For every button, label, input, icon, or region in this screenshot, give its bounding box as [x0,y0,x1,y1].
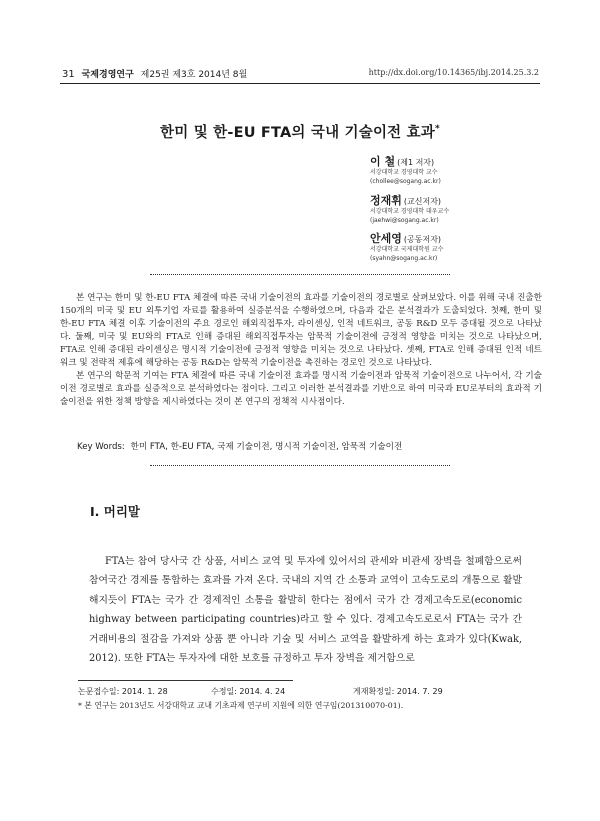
author-affiliation: 서강대학교 국제대학원 교수 [370,246,444,253]
running-header [62,67,247,80]
footnote-dates [78,686,443,697]
page-number: 31 [62,69,75,80]
author-role: (공동저자) [403,235,442,244]
header-rule [60,83,540,84]
doi-link[interactable]: http://dx.doi.org/10.14365/ibj.2014.25.3.2 [368,68,539,77]
accepted-date: 게재확정일: 2014. 7. 29 [353,687,443,696]
author-1 [370,156,441,185]
paper-title-text: 한미 및 한-EU FTA의 국내 기술이전 효과 [160,125,436,141]
author-name: 이 철 [370,155,396,168]
abstract-divider-bottom [150,465,450,466]
author-2 [370,195,449,224]
author-role: (교신저자) [403,197,442,206]
author-email[interactable]: (jaehwi@sogang.ac.kr) [370,217,439,224]
funding-footnote: * 본 연구는 2013년도 서강대학교 교내 기초과제 연구비 지원에 의한 연구임(201310070-01). [78,701,404,710]
author-affiliation: 서강대학교 경영대학 교수 [370,169,438,176]
section-heading: Ⅰ. 머리말 [90,504,140,519]
abstract-paragraph: 본 연구의 학문적 기여는 FTA 체결에 따른 국내 기술이전 효과를 명시적 기술이전과 암묵적 기술이전으로 나누어서, 각 기술이전 경로별로 효과를 실증적으로 분석하였다는 점이다. 그리고 이러한 분석결과를 기반으로 하여 미국과 EU로부터의 효과적 기술이전을 위한 정책 방향을 제시하였다는 것이 본 연구의 정책적 시사점이다. [60,371,542,407]
author-3 [370,233,443,262]
author-email[interactable]: (syahn@sogang.ac.kr) [370,255,438,262]
title-footnote-mark: * [435,124,440,135]
keywords-list: 한미 FTA, 한-EU FTA, 국제 기술이전, 명시적 기술이전, 암묵적 기술이전 [130,442,403,452]
keywords-label: Key Words: [77,442,125,452]
body-text [89,552,522,668]
abstract-divider-top [150,274,450,275]
abstract-paragraph: 본 연구는 한미 및 한-EU FTA 체결에 따른 국내 기술이전의 효과를 기술이전의 경로별로 살펴보았다. 이를 위해 국내 진출한 150개의 미국 및 EU 외투기업 자료를 활용하여 실증분석을 수행하였으며, 다음과 같은 분석결과가 도출되었다. 첫째, 한미 및 한-EU FTA 체결 이후 기술이전의 주요 경로인 해외직접투자, 라이센싱, 인적 네트워크, 공동 R&D 모두 증대될 것으로 나타났다. 둘째, 미국 및 EU와의 FTA로 인해 증대된 해외직접투자는 암묵적 기술이전에 긍정적 영향을 미치는 것으로 나타났으며, FTA로 인해 증대된 라이센싱은 명시적 기술이전에 긍정적 영향을 미치는 것으로 나타났다. 셋째, FTA로 인해 증대된 인적 네트워크 및 전략적 제휴에 해당하는 공동 R&D는 암묵적 기술이전을 촉진하는 경로인 것으로 나타났다. [60,293,542,368]
author-name: 정재휘 [370,194,402,207]
keywords [77,440,402,452]
author-affiliation: 서강대학교 경영대학 대우교수 [370,208,450,215]
paper-title [0,121,600,142]
abstract [60,292,542,409]
volume-info: 제25권 제3호 2014년 8월 [140,70,248,80]
author-email[interactable]: (chollee@sogang.ac.kr) [370,178,441,185]
author-name: 안세영 [370,232,402,245]
journal-name: 국제경영연구 [81,70,134,80]
footnote-rule [78,680,293,681]
revised-date: 수정일: 2014. 4. 24 [211,687,286,696]
received-date: 논문접수일: 2014. 1. 28 [78,687,168,696]
body-paragraph: FTA는 참여 당사국 간 상품, 서비스 교역 및 투자에 있어서의 관세와 비관세 장벽을 철폐함으로써 참여국간 경제를 통합하는 효과를 가져 온다. 국내의 지역 간 소통과 교역이 고속도로의 개통으로 활발해지듯이 FTA는 국가 간 경제적인 소통을 활발히 한다는 점에서 국가 간 경제고속도로(economic highway between participating countries)라고 할 수 있다. 경제고속도로로서 FTA는 국가 간 거래비용의 절감을 가져와 상품 뿐 아니라 기술 및 서비스 교역을 활발하게 하는 효과가 있다(Kwak, 2012). 또한 FTA는 투자자에 대한 보호를 규정하고 투자 장벽을 제거함으로 [89,556,522,665]
author-role: (제1 저자) [397,158,435,167]
